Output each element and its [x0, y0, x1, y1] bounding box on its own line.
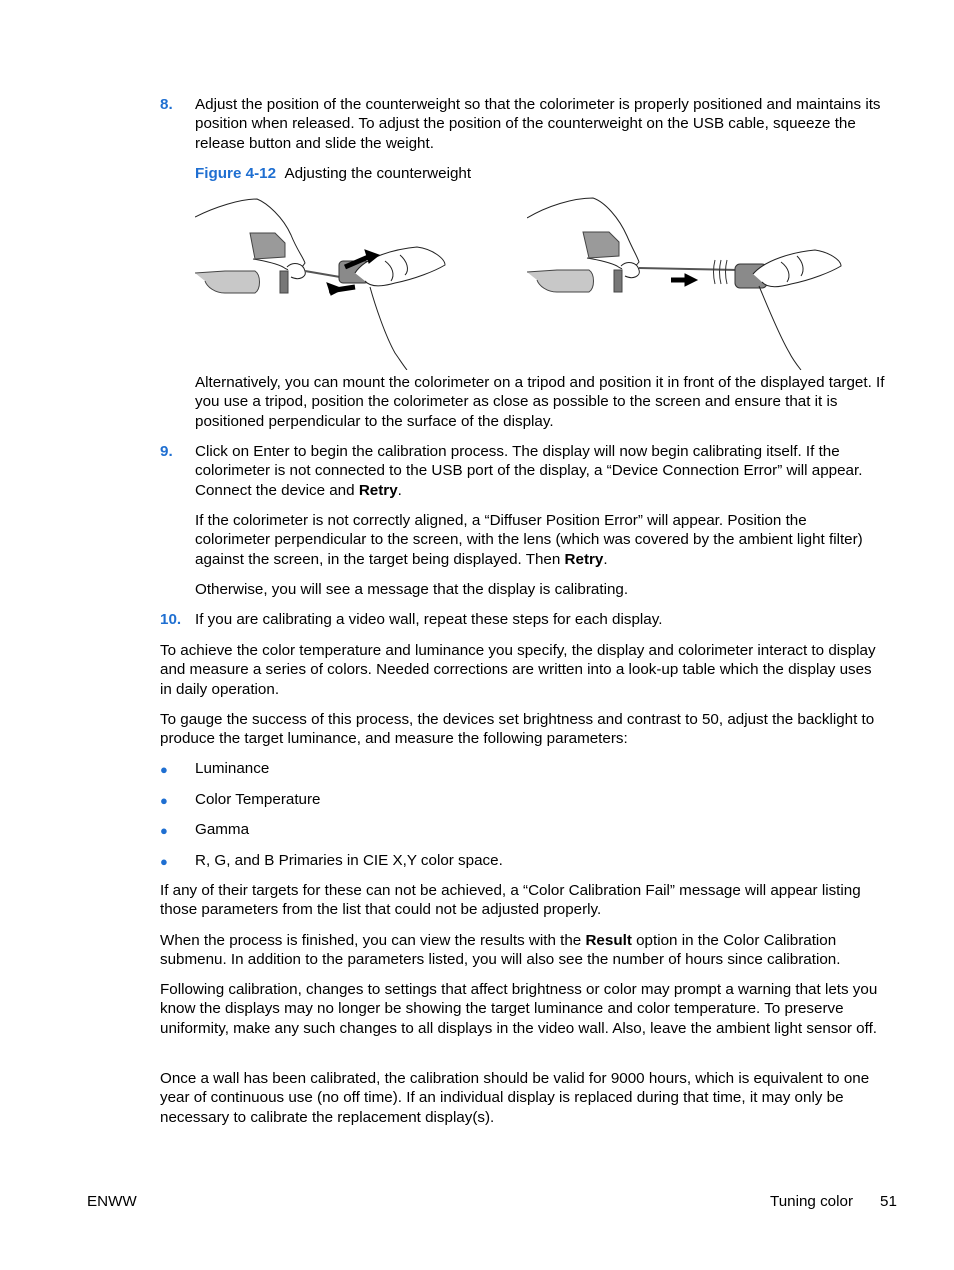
paragraph-part: option in the Color Calibration submenu. In addition to the parameters listed, you will also see the number of hours since calibration.: [160, 932, 841, 969]
tripod-paragraph: Alternatively, you can mount the colorimeter on a tripod and position it in front of the displayed target. If you use a tripod, position the colorimeter as close as possible to the screen and ensure that it is positioned perpendicular to the surface of the display.: [195, 374, 885, 430]
step-text: [195, 442, 885, 500]
body-paragraph: [160, 931, 885, 970]
counterweight-illustration-squeeze: [195, 195, 455, 370]
body-paragraph: If any of their targets for these can not be achieved, a “Color Calibration Fail” message will appear listing those parameters from the list that could not be adjusted properly.: [160, 882, 861, 919]
figure-caption: [195, 164, 885, 183]
list-item: Luminance: [195, 760, 270, 777]
bullet-icon: ●: [160, 762, 168, 777]
list-item: R, G, and B Primaries in CIE X,Y color space.: [195, 852, 503, 869]
step-text-end: .: [397, 481, 402, 499]
figure-label: Figure 4-12: [195, 165, 277, 182]
step-number: 9.: [160, 443, 173, 460]
step-text: Otherwise, you will see a message that the display is calibrating.: [195, 581, 629, 598]
page-number: 51: [880, 1193, 897, 1210]
body-paragraph: Once a wall has been calibrated, the calibration should be valid for 9000 hours, which is equivalent to one year of continuous use (no off time). If an individual display is replaced during that time, it may only be necessary to calibrate the replacement display(s).: [160, 1070, 870, 1126]
step-text-part: Click on Enter to begin the calibration process. The display will now begin calibrating itself. If the colorimeter is not connected to the USB port of the display, a “Device Connection Error” will appear. Connect the device and: [195, 443, 863, 499]
figure-title: Adjusting the counterweight: [284, 165, 472, 182]
step-text: Adjust the position of the counterweight so that the colorimeter is properly positioned and maintains its position when released. To adjust the position of the counterweight on the USB cable, squeeze the release button and slide the weight.: [195, 96, 881, 152]
list-item: Color Temperature: [195, 791, 321, 808]
step-number: 10.: [160, 611, 182, 628]
body-paragraph: Following calibration, changes to settings that affect brightness or color may prompt a warning that lets you know the displays may no longer be showing the target luminance and color temperature. To preserve uniformity, make any such changes to all displays in the video wall. Also, leave the ambient light sensor off.: [160, 981, 878, 1037]
footer-label: ENWW: [87, 1193, 137, 1210]
bullet-icon: ●: [160, 854, 168, 869]
step-text: [195, 511, 885, 569]
counterweight-illustration-slide: [527, 190, 847, 370]
bullet-icon: ●: [160, 793, 168, 808]
retry-term: Retry: [564, 550, 604, 568]
step-text-part: If the colorimeter is not correctly aligned, a “Diffuser Position Error” will appear. Position the colorimeter perpendicular to the screen, with the lens (which was covered by the ambient light filter) against the screen, in the target being displayed. Then: [195, 512, 863, 568]
retry-term: Retry: [358, 481, 398, 499]
step-number: 8.: [160, 96, 173, 113]
bullet-icon: ●: [160, 823, 168, 838]
step-text-end: .: [603, 550, 608, 568]
result-term: Result: [585, 932, 632, 949]
paragraph-part: When the process is finished, you can view the results with the: [160, 932, 586, 949]
body-paragraph: To achieve the color temperature and luminance you specify, the display and colorimeter interact to display and measure a series of colors. Needed corrections are written into a look-up table which the display uses in daily operation.: [160, 642, 876, 698]
body-paragraph: To gauge the success of this process, the devices set brightness and contrast to 50, adjust the backlight to produce the target luminance, and measure the following parameters:: [160, 711, 875, 748]
footer-section: Tuning color: [770, 1193, 854, 1210]
step-text: If you are calibrating a video wall, repeat these steps for each display.: [195, 611, 663, 628]
list-item: Gamma: [195, 821, 250, 838]
